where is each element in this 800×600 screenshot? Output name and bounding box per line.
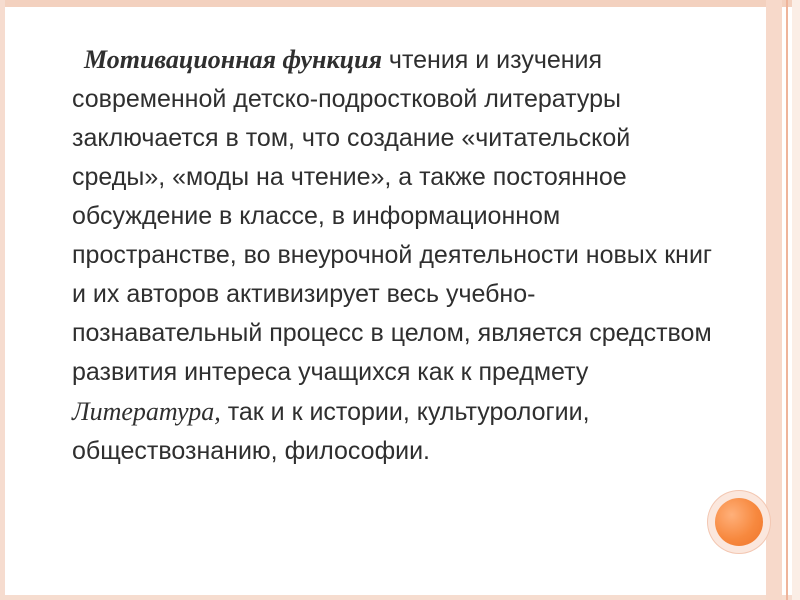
frame-right-line [786,0,788,600]
orange-circle-icon [715,498,763,546]
italic-term: Литература, [72,397,221,426]
frame-bottom-border [0,595,800,600]
lead-emphasis: Мотивационная функция [84,45,382,74]
frame-right-edge [792,0,800,600]
frame-right-band [766,0,782,600]
paragraph-text-part-2: так и к истории, культурологии, обществознанию, философии. [72,398,590,465]
paragraph-text-part-1: чтения и изучения современной детско-подростковой литературы заключается в том, что создание «читательской среды», «моды на чтение», а также постоянное обсуждение в классе, в информационном пространстве, во внеурочной деятельности новых книг и их авторов активизирует весь учебно-познавательный процесс в целом, является средством развития интереса учащихся как к предмету [72,46,713,386]
frame-left-border [0,0,5,600]
slide-body-text [72,40,722,471]
frame-top-border [0,0,800,7]
